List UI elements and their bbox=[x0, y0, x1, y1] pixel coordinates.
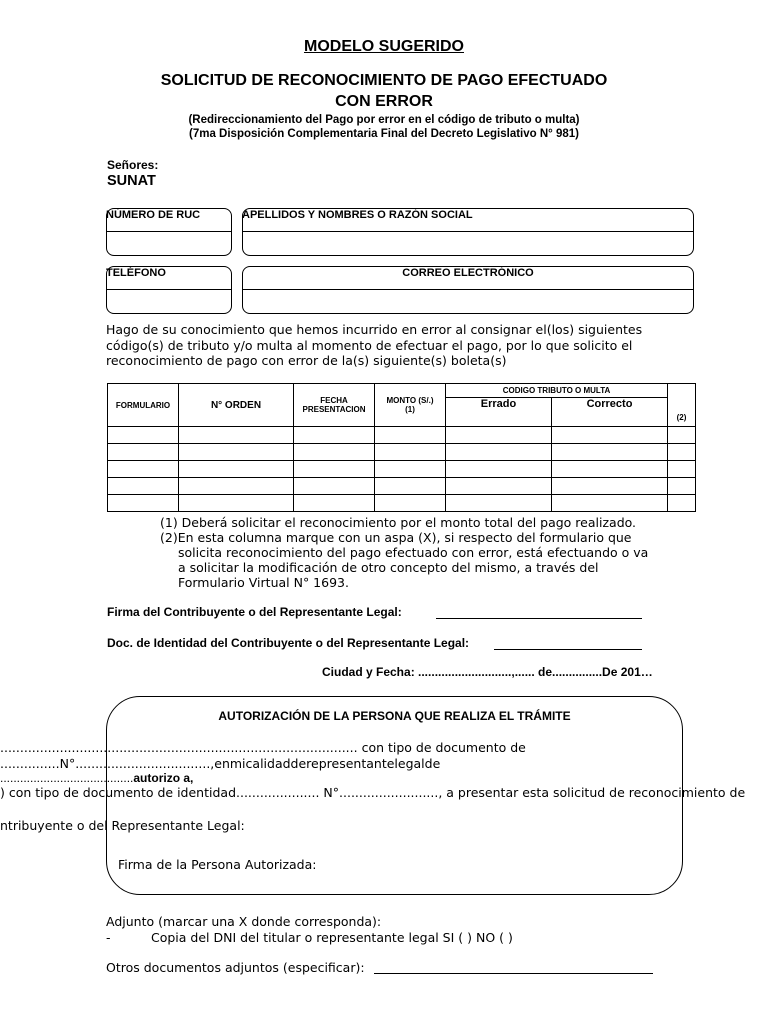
table-cell[interactable] bbox=[179, 495, 294, 512]
table-cell[interactable] bbox=[294, 427, 375, 444]
table-cell[interactable] bbox=[446, 461, 552, 478]
doc-identidad-line[interactable] bbox=[494, 636, 642, 650]
document-title-line1: SOLICITUD DE RECONOCIMIENTO DE PAGO EFECTUADO bbox=[160, 72, 608, 89]
table-cell[interactable] bbox=[108, 444, 179, 461]
email-label: CORREO ELECTRÓNICO bbox=[402, 267, 534, 279]
header-errado: Errado bbox=[446, 398, 552, 427]
header-codigo: CODIGO TRIBUTO O MULTA bbox=[446, 384, 668, 398]
intro-line3: reconocimiento de pago con error de la(s) siguiente(s) boleta(s) bbox=[106, 353, 507, 368]
table-cell[interactable] bbox=[552, 427, 668, 444]
table-cell[interactable] bbox=[446, 478, 552, 495]
authorization-line5: ntribuyente o del Representante Legal: bbox=[0, 818, 245, 833]
table-cell[interactable] bbox=[108, 478, 179, 495]
table-cell[interactable] bbox=[375, 427, 446, 444]
table-cell[interactable] bbox=[108, 495, 179, 512]
header-mark: (2) bbox=[668, 384, 696, 427]
ruc-label: NÚMERO DE RUC bbox=[106, 209, 201, 221]
table-cell[interactable] bbox=[179, 427, 294, 444]
ciudad-fecha: Ciudad y Fecha: ............................,...... de...............De 201… bbox=[322, 665, 653, 679]
document-title-line2: CON ERROR bbox=[335, 93, 433, 110]
header-monto-label: MONTO (S/.) bbox=[386, 396, 434, 405]
intro-line1: Hago de su conocimiento que hemos incurrido en error al consignar el(los) siguientes bbox=[106, 322, 643, 337]
firma-label: Firma del Contribuyente o del Representante Legal: bbox=[107, 605, 402, 619]
table-cell[interactable] bbox=[668, 461, 696, 478]
table-row[interactable] bbox=[108, 495, 696, 512]
authorization-title: AUTORIZACIÓN DE LA PERSONA QUE REALIZA EL TRÁMITE bbox=[218, 709, 571, 723]
table-cell[interactable] bbox=[446, 495, 552, 512]
table-cell[interactable] bbox=[294, 461, 375, 478]
attachment-dni-item[interactable]: Copia del DNI del titular o representante legal SI ( ) NO ( ) bbox=[151, 930, 513, 945]
intro-line2: código(s) de tributo y/o multa al momento de efectuar el pago, por lo que solicito el bbox=[106, 338, 633, 353]
header-fecha-label: FECHA PRESENTACION bbox=[302, 396, 366, 414]
table-cell[interactable] bbox=[552, 461, 668, 478]
authorization-line4: ) con tipo de documento de identidad..................... N°........................., a presentar esta solicitud de reconocimiento de bbox=[0, 785, 746, 800]
table-cell[interactable] bbox=[375, 495, 446, 512]
table-cell[interactable] bbox=[108, 461, 179, 478]
table-cell[interactable] bbox=[179, 444, 294, 461]
table-cell[interactable] bbox=[375, 478, 446, 495]
authorized-signature-label: Firma de la Persona Autorizada: bbox=[118, 857, 317, 872]
subtitle-line1: (Redireccionamiento del Pago por error en el código de tributo o multa) bbox=[188, 114, 580, 126]
table-cell[interactable] bbox=[552, 444, 668, 461]
authorization-line1: .......................................................................................... con tipo de documento de bbox=[0, 740, 526, 755]
table-cell[interactable] bbox=[668, 444, 696, 461]
table-cell[interactable] bbox=[552, 478, 668, 495]
table-cell[interactable] bbox=[179, 461, 294, 478]
subtitle-line2: (7ma Disposición Complementaria Final del Decreto Legislativo N° 981) bbox=[189, 128, 579, 140]
header-correcto: Correcto bbox=[552, 398, 668, 427]
note-2-line4: Formulario Virtual N° 1693. bbox=[178, 575, 349, 590]
other-documents-line[interactable] bbox=[374, 960, 653, 974]
phone-label: TELÉFONO bbox=[106, 267, 166, 279]
header-monto-note: (1) bbox=[405, 405, 415, 414]
authorization-dots: ........................................ bbox=[0, 771, 134, 785]
table-cell[interactable] bbox=[668, 478, 696, 495]
table-row[interactable] bbox=[108, 478, 696, 495]
note-2-line3: a solicitar la modificación de otro concepto del mismo, a través del bbox=[178, 560, 599, 575]
header-orden: N° ORDEN bbox=[179, 384, 294, 427]
attachment-bullet: - bbox=[106, 930, 111, 945]
table-cell[interactable] bbox=[294, 478, 375, 495]
authorization-line3 bbox=[0, 771, 193, 785]
table-cell[interactable] bbox=[294, 444, 375, 461]
table-row[interactable] bbox=[108, 444, 696, 461]
table-cell[interactable] bbox=[179, 478, 294, 495]
model-title: MODELO SUGERIDO bbox=[303, 38, 464, 55]
header-monto bbox=[375, 384, 446, 427]
other-documents-label: Otros documentos adjuntos (especificar): bbox=[106, 960, 365, 975]
table-cell[interactable] bbox=[668, 495, 696, 512]
table-cell[interactable] bbox=[294, 495, 375, 512]
table-cell[interactable] bbox=[446, 427, 552, 444]
greeting: Señores: bbox=[107, 158, 159, 172]
header-fecha bbox=[294, 384, 375, 427]
header-formulario: FORMULARIO bbox=[108, 384, 179, 427]
table-cell[interactable] bbox=[668, 427, 696, 444]
addressee-entity: SUNAT bbox=[107, 173, 156, 189]
table-cell[interactable] bbox=[446, 444, 552, 461]
name-label: APELLIDOS Y NOMBRES O RAZÓN SOCIAL bbox=[242, 209, 473, 221]
table-row[interactable] bbox=[108, 427, 696, 444]
table-row[interactable] bbox=[108, 461, 696, 478]
note-2-line1: (2)En esta columna marque con un aspa (X), si respecto del formulario que bbox=[160, 530, 632, 545]
attachments-header: Adjunto (marcar una X donde corresponda): bbox=[106, 914, 382, 929]
table-cell[interactable] bbox=[552, 495, 668, 512]
payment-table bbox=[107, 383, 696, 512]
note-1: (1) Deberá solicitar el reconocimiento por el monto total del pago realizado. bbox=[160, 515, 637, 530]
note-2-line2: solicita reconocimiento del pago efectuado con error, está efectuando o va bbox=[178, 545, 649, 560]
table-cell[interactable] bbox=[108, 427, 179, 444]
doc-identidad-label: Doc. de Identidad del Contribuyente o del Representante Legal: bbox=[107, 636, 470, 650]
table-cell[interactable] bbox=[375, 461, 446, 478]
table-cell[interactable] bbox=[375, 444, 446, 461]
authorization-autorizo: autorizo a, bbox=[133, 771, 194, 785]
firma-line[interactable] bbox=[436, 605, 642, 619]
authorization-line2: ...............N°..................................,enmicalidadderepresentantelegalde bbox=[0, 756, 441, 771]
